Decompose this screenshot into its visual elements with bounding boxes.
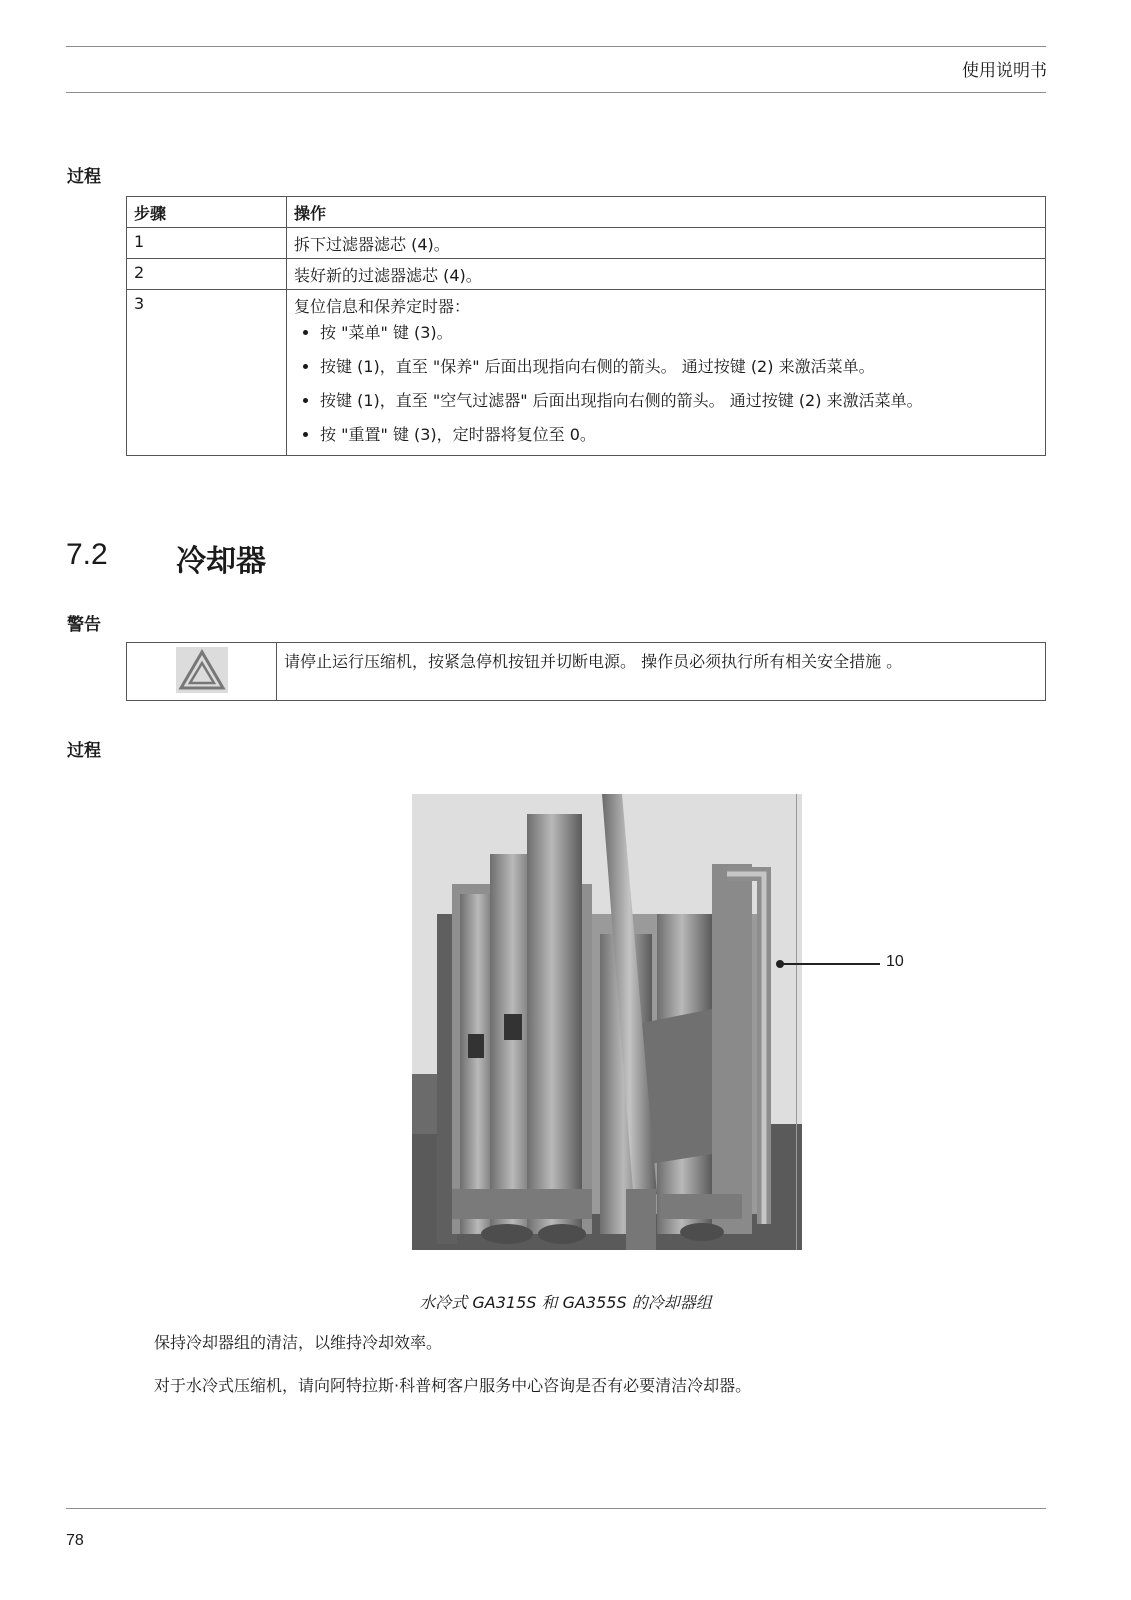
body-paragraph: 对于水冷式压缩机，请向阿特拉斯·科普柯客户服务中心咨询是否有必要清洁冷却器。: [154, 1376, 752, 1395]
section-number: 7.2: [66, 538, 108, 571]
step-action: 复位信息和保养定时器：: [294, 297, 471, 316]
cooler-photo-illustration: [412, 794, 802, 1250]
step-action-cell: [287, 290, 1046, 456]
procedure-steps-table: [126, 196, 1046, 456]
warning-row: [127, 643, 1046, 701]
substep-list: [294, 321, 1038, 446]
header-bottom-rule: [66, 92, 1046, 93]
substep-item: • 按键 (1)，直至 "空气过滤器" 后面出现指向右侧的箭头。 通过按键 (2) 来激活菜单。: [320, 389, 1038, 412]
warning-text: 请停止运行压缩机，按紧急停机按钮并切断电源。 操作员必须执行所有相关安全措施 。: [277, 643, 1046, 701]
section-title: 冷却器: [176, 544, 266, 579]
figure-caption: 水冷式 GA315S 和 GA355S 的冷却器组: [419, 1293, 712, 1312]
body-paragraph: 保持冷却器组的清洁，以维持冷却效率。: [154, 1333, 443, 1352]
page-number: 78: [66, 1532, 84, 1549]
table-header-row: [127, 197, 1046, 228]
callout-number: 10: [886, 953, 904, 970]
header-top-rule: [66, 46, 1046, 47]
table-row: [127, 290, 1046, 456]
table-row: [127, 259, 1046, 290]
step-number: 3: [127, 290, 287, 456]
step-number: 1: [127, 228, 287, 259]
substep-item: • 按 "菜单" 键 (3)。: [320, 321, 1038, 344]
manual-title: 使用说明书: [962, 61, 1047, 81]
col-action-header: 操作: [287, 197, 1046, 228]
step-number: 2: [127, 259, 287, 290]
substep-item: • 按 "重置" 键 (3)，定时器将复位至 0。: [320, 423, 1038, 446]
warning-triangle-icon: [176, 647, 228, 693]
callout-leader-line: [780, 963, 880, 965]
substep-item: • 按键 (1)，直至 "保养" 后面出现指向右侧的箭头。 通过按键 (2) 来激活菜单。: [320, 355, 1038, 378]
footer-rule: [66, 1508, 1046, 1509]
procedure-label: 过程: [67, 741, 101, 761]
warning-label: 警告: [67, 615, 101, 635]
table-row: [127, 228, 1046, 259]
step-action: 拆下过滤器滤芯 (4)。: [287, 228, 1046, 259]
step-action: 装好新的过滤器滤芯 (4)。: [287, 259, 1046, 290]
col-step-header: 步骤: [127, 197, 287, 228]
warning-table: [126, 642, 1046, 701]
warning-icon-cell: [127, 643, 277, 701]
cooler-photo: [412, 794, 802, 1250]
procedure-label: 过程: [67, 167, 101, 187]
